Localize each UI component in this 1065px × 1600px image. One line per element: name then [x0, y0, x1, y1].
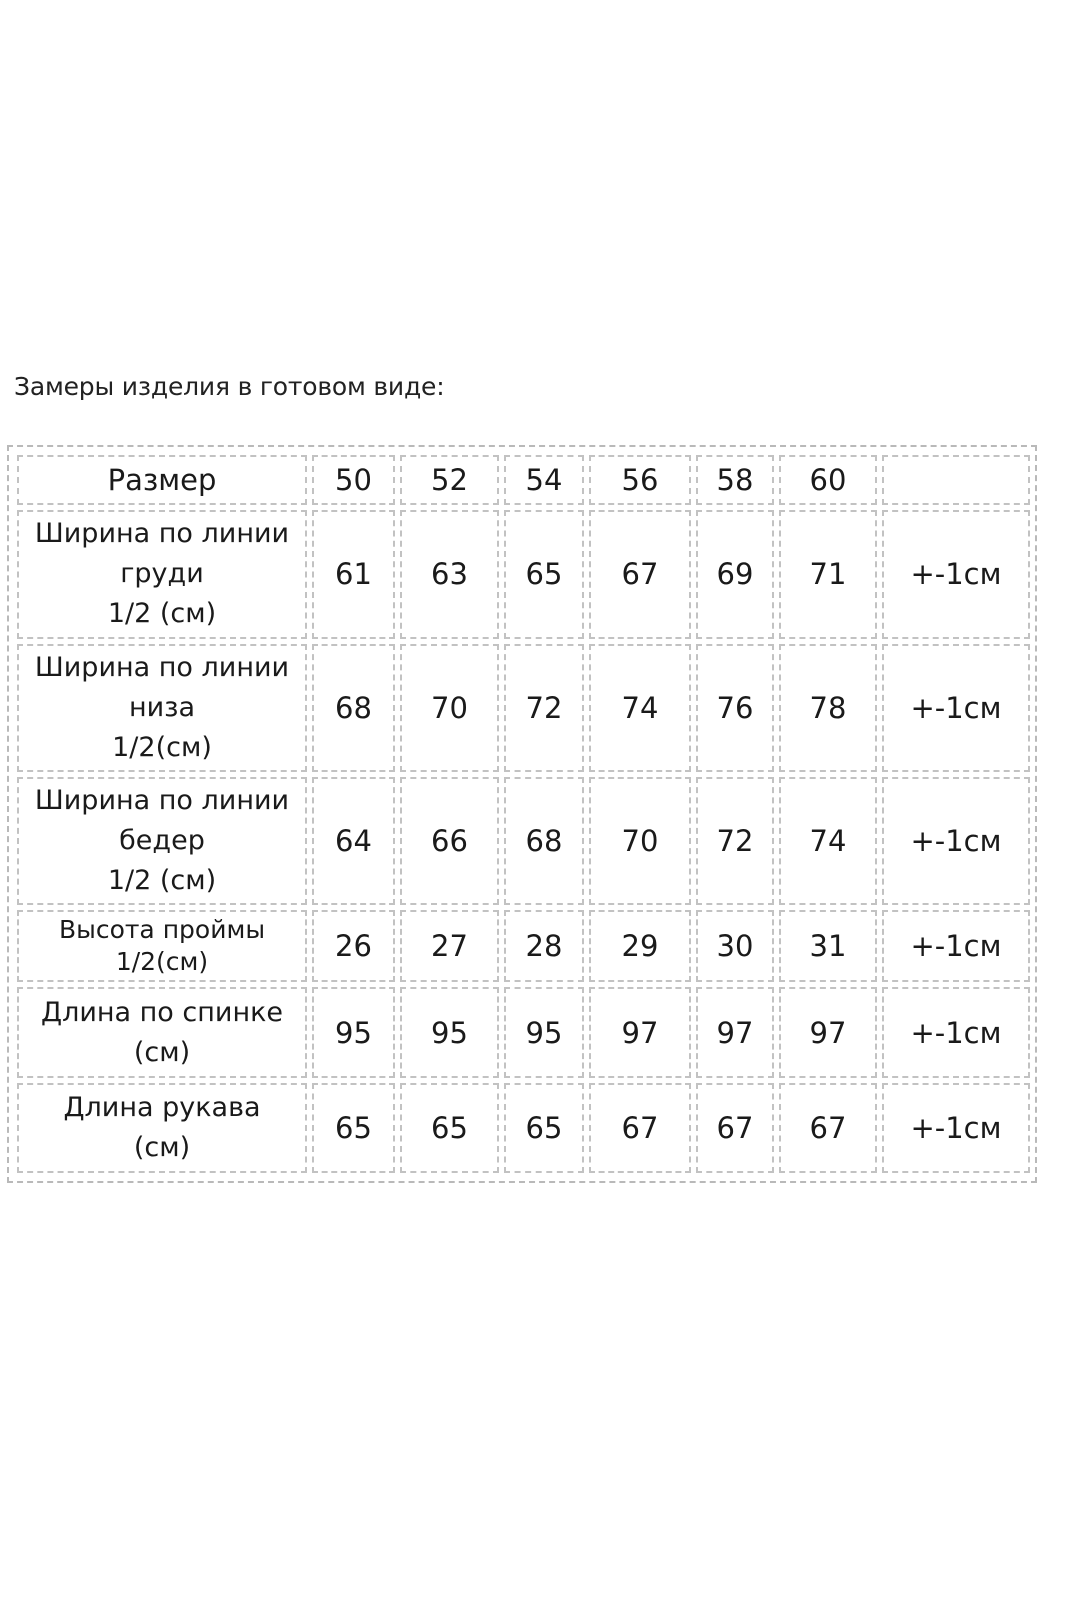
- value-cell: 68: [504, 777, 584, 905]
- table-row: [17, 1083, 1030, 1173]
- table-row: [17, 987, 1030, 1077]
- row-label-line: 1/2 (см): [107, 598, 217, 630]
- value-cell: 95: [312, 987, 395, 1077]
- row-label-line: (см): [133, 1131, 191, 1163]
- row-label-cell: [17, 910, 307, 982]
- tolerance-cell: +-1см: [882, 987, 1030, 1077]
- size-cell: 56: [589, 455, 691, 505]
- row-label-line: Длина рукава: [63, 1091, 261, 1123]
- value-cell: 74: [779, 777, 877, 905]
- tolerance-cell: +-1см: [882, 510, 1030, 638]
- tolerance-cell: +-1см: [882, 777, 1030, 905]
- value-cell: 69: [696, 510, 774, 638]
- header-tolerance-cell: [882, 455, 1030, 505]
- value-cell: 70: [589, 777, 691, 905]
- value-cell: 65: [504, 1083, 584, 1173]
- value-cell: 74: [589, 644, 691, 772]
- table-caption: Замеры изделия в готовом виде:: [14, 372, 445, 401]
- size-cell: 54: [504, 455, 584, 505]
- value-cell: 95: [400, 987, 499, 1077]
- size-table-frame: [7, 445, 1037, 1183]
- size-cell: 50: [312, 455, 395, 505]
- table-row: [17, 910, 1030, 982]
- value-cell: 68: [312, 644, 395, 772]
- value-cell: 72: [696, 777, 774, 905]
- value-cell: 67: [589, 1083, 691, 1173]
- row-label-line: груди: [120, 558, 204, 590]
- value-cell: 63: [400, 510, 499, 638]
- value-cell: 71: [779, 510, 877, 638]
- value-cell: 31: [779, 910, 877, 982]
- value-cell: 95: [504, 987, 584, 1077]
- value-cell: 65: [400, 1083, 499, 1173]
- row-label-line: низа: [128, 691, 196, 723]
- header-row: [17, 455, 1030, 505]
- value-cell: 72: [504, 644, 584, 772]
- value-cell: 26: [312, 910, 395, 982]
- row-label-line: (см): [133, 1036, 191, 1068]
- value-cell: 97: [779, 987, 877, 1077]
- value-cell: 67: [696, 1083, 774, 1173]
- value-cell: 66: [400, 777, 499, 905]
- row-label-line: бедер: [119, 825, 205, 857]
- value-cell: 65: [504, 510, 584, 638]
- row-label-cell: [17, 510, 307, 638]
- value-cell: 67: [779, 1083, 877, 1173]
- row-label-cell: [17, 777, 307, 905]
- header-label-cell: Размер: [17, 455, 307, 505]
- value-cell: 67: [589, 510, 691, 638]
- row-label-line: Ширина по линии: [34, 518, 290, 550]
- tolerance-cell: +-1см: [882, 1083, 1030, 1173]
- value-cell: 27: [400, 910, 499, 982]
- row-label-cell: [17, 644, 307, 772]
- value-cell: 28: [504, 910, 584, 982]
- value-cell: 97: [696, 987, 774, 1077]
- value-cell: 97: [589, 987, 691, 1077]
- value-cell: 70: [400, 644, 499, 772]
- value-cell: 78: [779, 644, 877, 772]
- table-row: [17, 777, 1030, 905]
- table-row: [17, 644, 1030, 772]
- table-row: [17, 510, 1030, 638]
- tolerance-cell: +-1см: [882, 644, 1030, 772]
- tolerance-cell: +-1см: [882, 910, 1030, 982]
- value-cell: 29: [589, 910, 691, 982]
- size-cell: 52: [400, 455, 499, 505]
- size-table: [12, 450, 1035, 1178]
- value-cell: 76: [696, 644, 774, 772]
- size-cell: 60: [779, 455, 877, 505]
- row-label-cell: [17, 987, 307, 1077]
- row-label-line: Высота проймы: [58, 915, 266, 945]
- value-cell: 61: [312, 510, 395, 638]
- row-label-line: 1/2 (см): [107, 865, 217, 897]
- value-cell: 30: [696, 910, 774, 982]
- value-cell: 65: [312, 1083, 395, 1173]
- row-label-line: Ширина по линии: [34, 651, 290, 683]
- row-label-line: 1/2(см): [115, 947, 209, 977]
- row-label-line: 1/2(см): [112, 731, 212, 763]
- value-cell: 64: [312, 777, 395, 905]
- row-label-line: Ширина по линии: [34, 785, 290, 817]
- size-cell: 58: [696, 455, 774, 505]
- row-label-line: Длина по спинке: [40, 996, 284, 1028]
- row-label-cell: [17, 1083, 307, 1173]
